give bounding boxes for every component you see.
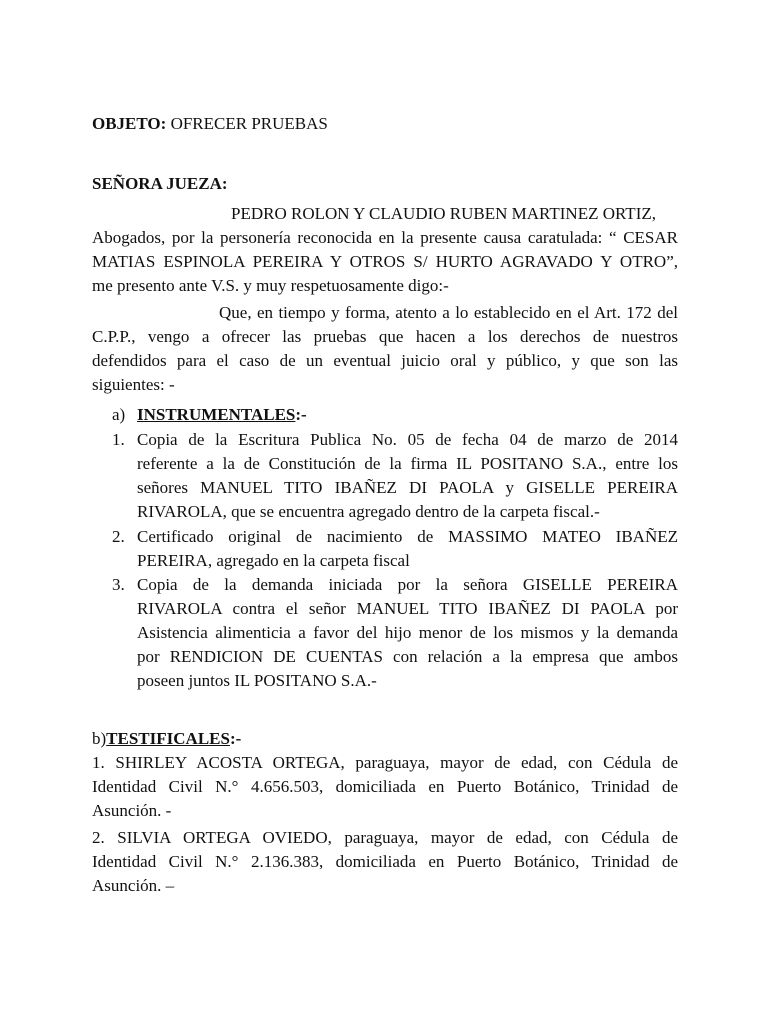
witness-1-line-3: Asunción. - <box>92 801 172 820</box>
item-1-line-1: Copia de la Escritura Publica No. 05 de fecha 04 de marzo de 2014 <box>137 430 678 449</box>
witness-2-line-1: 2. SILVIA ORTEGA OVIEDO, paraguaya, mayor de edad, con Cédula de <box>92 828 678 847</box>
intro-p2-line-1: Que, en tiempo y forma, atento a lo establecido en el Art. 172 del <box>219 303 678 322</box>
witness-1-line-1: 1. SHIRLEY ACOSTA ORTEGA, paraguaya, mayor de edad, con Cédula de <box>92 753 678 772</box>
section-a-heading <box>137 403 678 427</box>
witness-1-line-2: Identidad Civil N.° 4.656.503, domiciliada en Puerto Botánico, Trinidad de <box>92 777 678 796</box>
intro-p1-line-4: me presento ante V.S. y muy respetuosamente digo:- <box>92 276 449 295</box>
objeto-value: OFRECER PRUEBAS <box>166 114 328 133</box>
item-3-marker: 3. <box>112 575 125 594</box>
witness-2-line-2: Identidad Civil N.° 2.136.383, domiciliada en Puerto Botánico, Trinidad de <box>92 852 678 871</box>
salutation: SEÑORA JUEZA: <box>92 174 228 193</box>
section-b-marker: b) <box>92 729 107 748</box>
item-1-line-4: RIVAROLA, que se encuentra agregado dentro de la carpeta fiscal.- <box>137 502 600 521</box>
section-b-suffix: :- <box>229 729 242 748</box>
item-1-marker: 1. <box>112 430 125 449</box>
item-3-line-3: Asistencia alimenticia a favor del hijo menor de los mismos y la demanda <box>137 623 678 642</box>
objeto-line <box>92 112 678 136</box>
intro-p2-line-2: C.P.P., vengo a ofrecer las pruebas que hacen a los derechos de nuestros <box>92 327 678 346</box>
item-1-line-3: señores MANUEL TITO IBAÑEZ DI PAOLA y GISELLE PEREIRA <box>137 478 678 497</box>
section-b-title: TESTIFICALES <box>106 729 230 748</box>
intro-p1-line-1: PEDRO ROLON Y CLAUDIO RUBEN MARTINEZ ORTIZ, <box>231 204 656 223</box>
intro-p1-line-3: MATIAS ESPINOLA PEREIRA Y OTROS S/ HURTO AGRAVADO Y OTRO”, <box>92 252 678 271</box>
intro-p2-line-3: defendidos para el caso de un eventual juicio oral y público, y que son las <box>92 351 678 370</box>
item-3-line-2: RIVAROLA contra el señor MANUEL TITO IBAÑEZ DI PAOLA por <box>137 599 678 618</box>
witness-2-line-3: Asunción. – <box>92 876 175 895</box>
intro-p1-line-2: Abogados, por la personería reconocida en la presente causa caratulada: “ CESAR <box>92 228 678 247</box>
section-b-heading <box>92 727 678 751</box>
item-3-line-5: poseen juntos IL POSITANO S.A.- <box>137 671 377 690</box>
item-3-line-4: por RENDICION DE CUENTAS con relación a la empresa que ambos <box>137 647 678 666</box>
item-2-line-2: PEREIRA, agregado en la carpeta fiscal <box>137 551 410 570</box>
item-1-line-2: referente a la de Constitución de la firma IL POSITANO S.A., entre los <box>137 454 678 473</box>
intro-p2-line-4: siguientes: - <box>92 375 175 394</box>
section-a-suffix: :- <box>295 405 307 424</box>
item-2-line-1: Certificado original de nacimiento de MASSIMO MATEO IBAÑEZ <box>137 527 678 546</box>
section-a-marker: a) <box>112 405 126 424</box>
item-2-marker: 2. <box>112 527 125 546</box>
objeto-label: OBJETO: <box>92 114 167 133</box>
section-a-title: INSTRUMENTALES <box>137 405 296 424</box>
item-3-line-1: Copia de la demanda iniciada por la señora GISELLE PEREIRA <box>137 575 678 594</box>
